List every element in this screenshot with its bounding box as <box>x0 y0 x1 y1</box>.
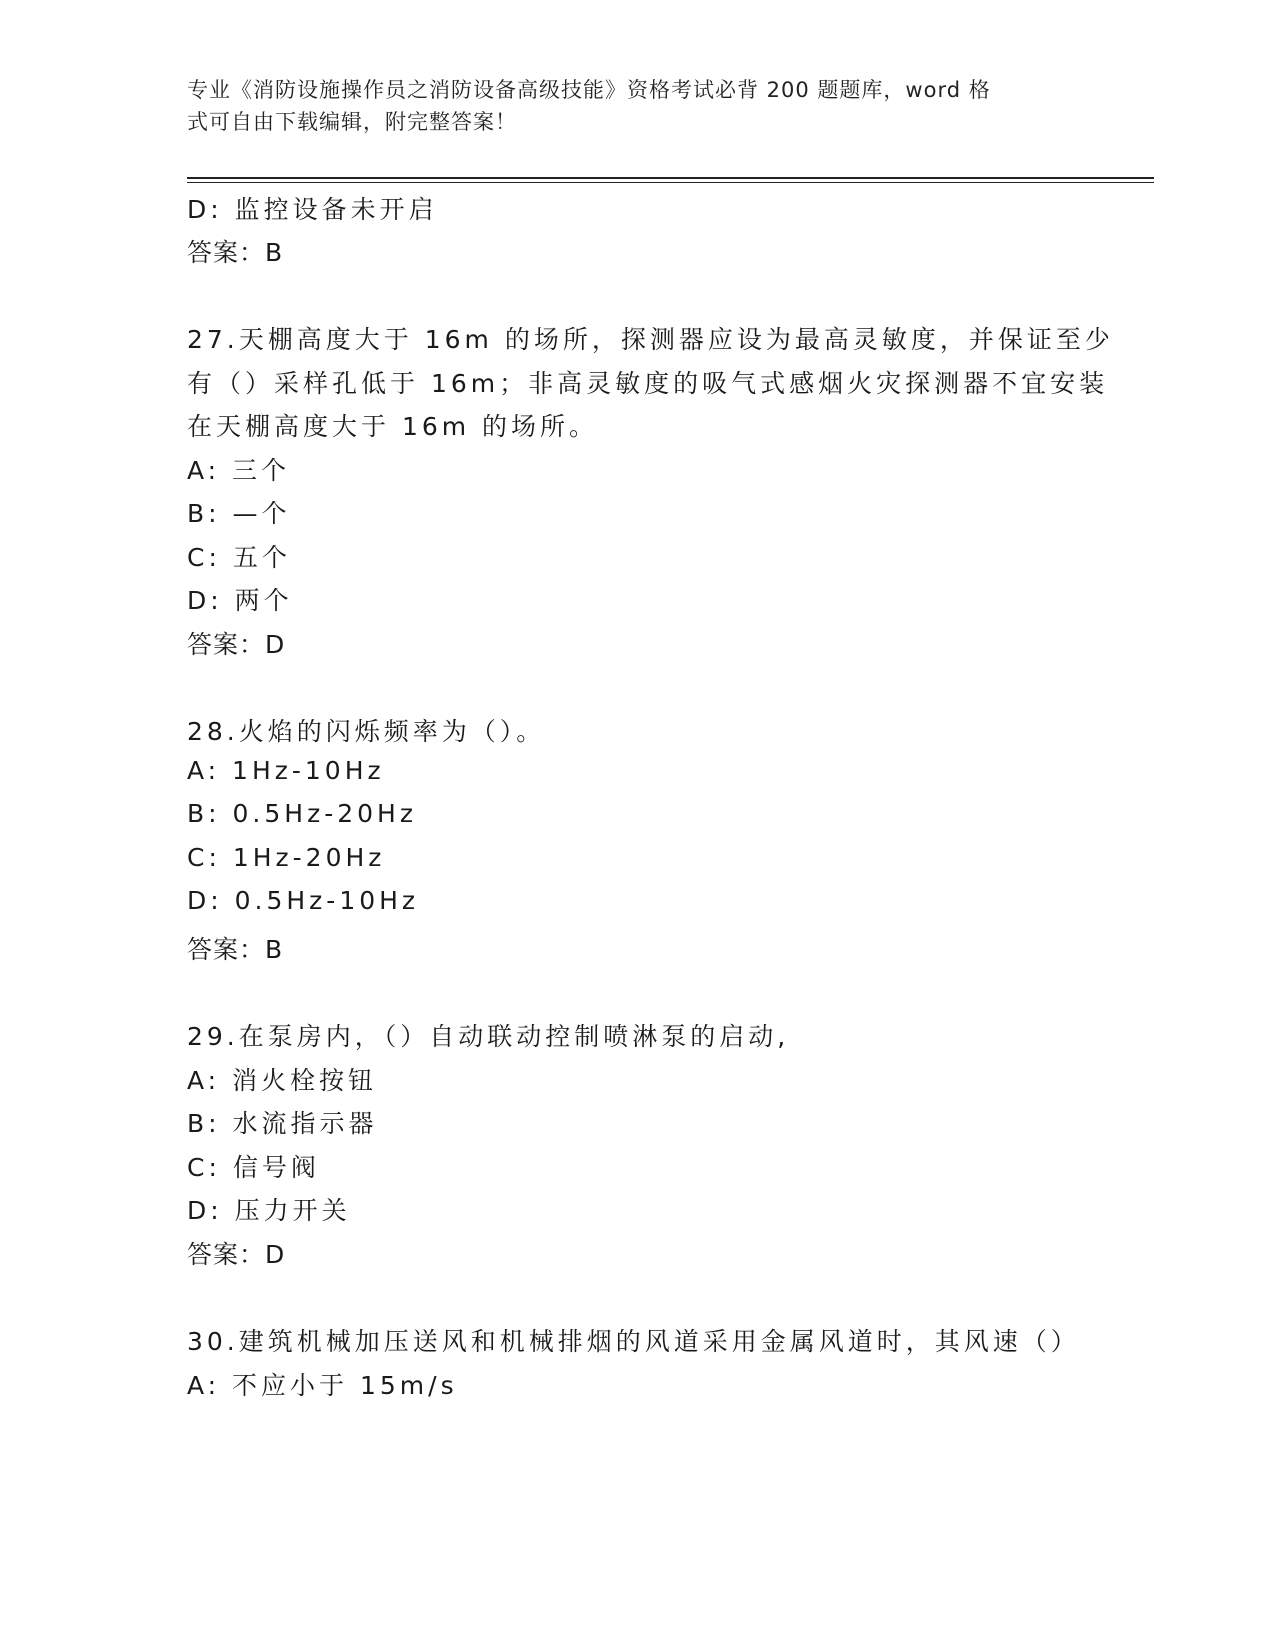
q27-option-a: A: 三个 <box>187 456 291 485</box>
header-line-1: 专业《消防设施操作员之消防设备高级技能》资格考试必背 200 题题库，word 格 <box>187 78 991 102</box>
q29-option-b: B: 水流指示器 <box>187 1109 378 1138</box>
q27-stem-line-3: 在天棚高度大于 16m 的场所。 <box>187 412 599 441</box>
q27-option-d: D: 两个 <box>187 586 293 615</box>
q27-stem-line-1: 27.天棚高度大于 16m 的场所，探测器应设为最高灵敏度，并保证至少 <box>187 325 1114 354</box>
q27-option-c: C: 五个 <box>187 543 291 572</box>
header-rule-thin <box>187 182 1154 183</box>
q30-option-a: A: 不应小于 15m/s <box>187 1371 458 1400</box>
q26-option-d: D: 监控设备未开启 <box>187 195 438 224</box>
q29-option-a: A: 消火栓按钮 <box>187 1066 378 1095</box>
document-header <box>187 74 1067 138</box>
q29-option-c: C: 信号阀 <box>187 1153 320 1182</box>
q27-stem-line-2: 有（）采样孔低于 16m；非高灵敏度的吸气式感烟火灾探测器不宜安装 <box>187 369 1109 398</box>
q28-option-d: D: 0.5Hz-10Hz <box>187 886 420 915</box>
q28-stem: 28.火焰的闪烁频率为（）。 <box>187 717 546 746</box>
q28-option-b: B: 0.5Hz-20Hz <box>187 799 417 828</box>
header-rule-thick <box>187 177 1154 179</box>
q28-answer: 答案：B <box>187 935 284 964</box>
q28-option-c: C: 1Hz-20Hz <box>187 843 386 872</box>
q30-stem: 30.建筑机械加压送风和机械排烟的风道采用金属风道时，其风速（） <box>187 1327 1080 1356</box>
q27-option-b: B: —个 <box>187 499 291 528</box>
q29-option-d: D: 压力开关 <box>187 1196 351 1225</box>
q26-answer: 答案：B <box>187 238 284 267</box>
q28-option-a: A: 1Hz-10Hz <box>187 756 385 785</box>
header-line-2: 式可自由下载编辑，附完整答案！ <box>187 110 517 134</box>
q29-stem: 29.在泵房内，（）自动联动控制喷淋泵的启动, <box>187 1022 790 1051</box>
q29-answer: 答案：D <box>187 1240 286 1269</box>
q27-answer: 答案：D <box>187 630 286 659</box>
